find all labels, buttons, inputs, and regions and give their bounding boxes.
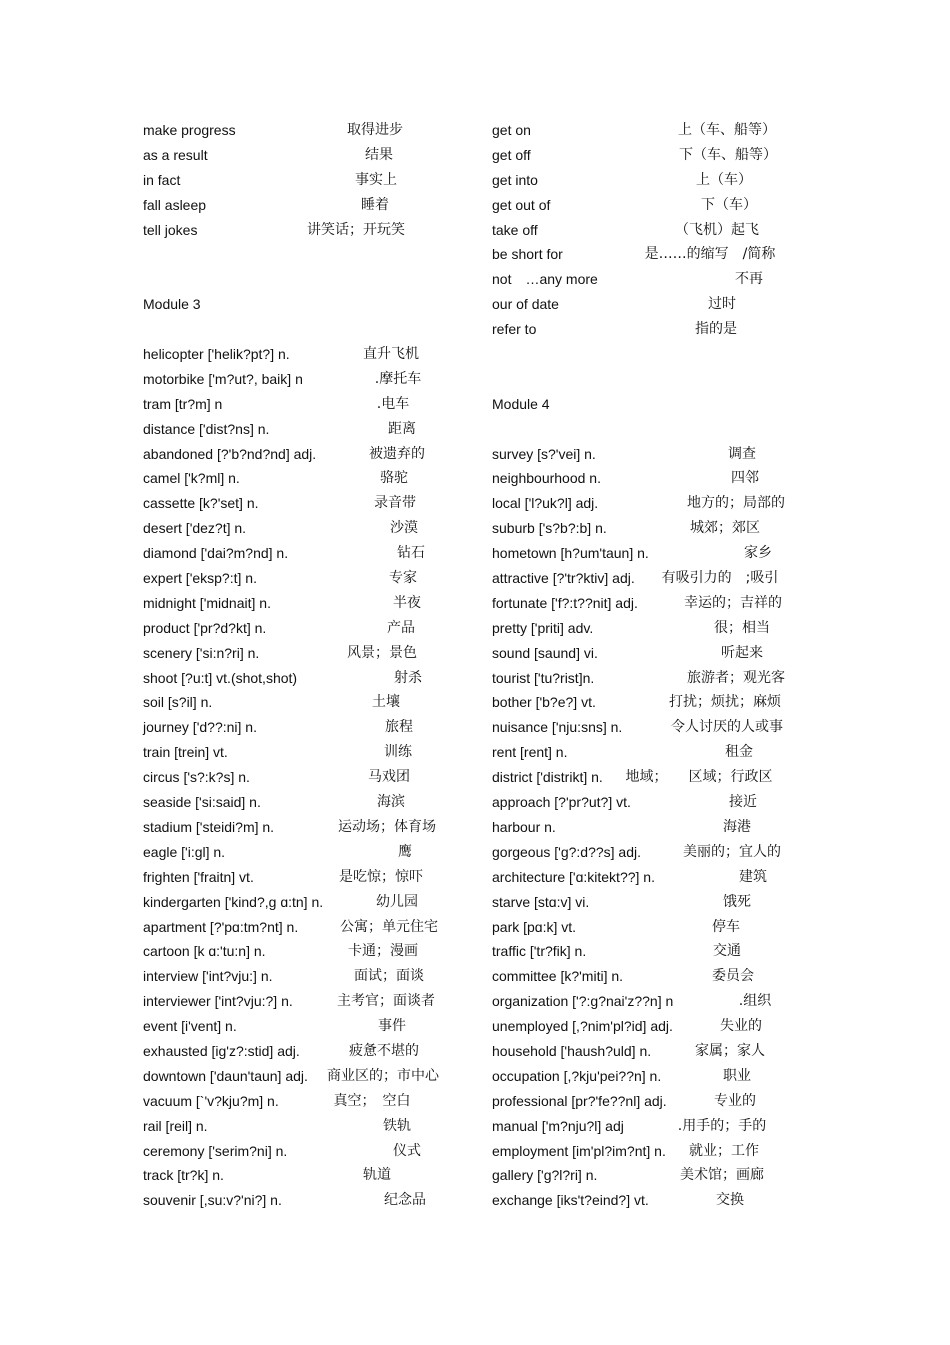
vocab-term: suburb ['s?b?:b] n. — [492, 520, 607, 537]
vocab-meaning: 事实上 — [355, 171, 397, 188]
vocab-meaning: 地方的；局部的 — [687, 495, 785, 512]
vocab-meaning: 幸运的；吉祥的 — [684, 594, 782, 611]
vocab-term: vacuum [`'v?kju?m] n. — [143, 1092, 279, 1109]
vocab-meaning: 家乡 — [744, 545, 772, 562]
vocab-term: employment [im'pl?im?nt] n. — [492, 1142, 666, 1159]
vocab-entry — [492, 840, 802, 865]
vocab-entry — [143, 815, 463, 840]
vocab-term: pretty ['priti] adv. — [492, 619, 594, 636]
module-heading: Module 3 — [143, 296, 201, 313]
blank-line — [492, 417, 802, 442]
vocab-entry — [143, 1139, 463, 1164]
vocab-meaning: 土壤 — [372, 694, 400, 711]
vocab-meaning: 租金 — [725, 744, 753, 761]
vocab-term: midnight ['midnait] n. — [143, 594, 271, 611]
vocab-entry — [143, 417, 463, 442]
vocab-term: rent [rent] n. — [492, 744, 568, 761]
vocab-entry — [143, 168, 463, 193]
vocab-meaning: 旅游者；观光客 — [687, 669, 785, 686]
vocab-term: souvenir [,su:v?'ni?] n. — [143, 1192, 282, 1209]
vocab-entry — [143, 392, 463, 417]
vocab-entry — [143, 740, 463, 765]
vocab-entry — [143, 1163, 463, 1188]
vocab-meaning: 睡着 — [361, 196, 389, 213]
vocab-term: circus ['s?:k?s] n. — [143, 769, 250, 786]
vocab-term: motorbike ['m?ut?, baik] n — [143, 370, 303, 387]
vocab-meaning: 就业；工作 — [689, 1142, 759, 1159]
vocab-term: stadium ['steidi?m] n. — [143, 818, 275, 835]
vocab-term: bother ['b?e?] vt. — [492, 694, 596, 711]
vocab-term: helicopter ['helik?pt?] n. — [143, 346, 290, 363]
vocab-term: take off — [492, 221, 538, 238]
vocab-entry — [143, 840, 463, 865]
vocab-meaning: 海滨 — [377, 794, 405, 811]
vocab-term: as a result — [143, 146, 208, 163]
vocab-meaning: 商业区的；市中心 — [327, 1067, 439, 1084]
vocab-term: tourist ['tu?rist]n. — [492, 669, 595, 686]
vocab-meaning: 饿死 — [723, 893, 751, 910]
vocab-entry — [143, 218, 463, 243]
vocab-term: kindergarten ['kind?,g ɑ:tn] n. — [143, 893, 324, 910]
vocab-meaning: 主考官；面谈者 — [337, 993, 435, 1010]
vocab-meaning: 下（车、船等） — [679, 146, 777, 163]
vocab-term: nuisance ['nju:sns] n. — [492, 719, 623, 736]
vocab-term: journey ['d??:ni] n. — [143, 719, 257, 736]
vocab-meaning: 是吃惊；惊吓 — [339, 868, 423, 885]
vocab-entry — [492, 666, 802, 691]
vocab-meaning: 被遗弃的 — [369, 445, 425, 462]
vocab-meaning: 美术馆；画廊 — [680, 1167, 764, 1184]
vocab-entry — [492, 317, 802, 342]
vocab-entry — [143, 1039, 463, 1064]
vocab-entry — [492, 566, 802, 591]
vocab-meaning: 专家 — [389, 570, 417, 587]
vocab-meaning: 轨道 — [363, 1167, 391, 1184]
vocab-meaning: 纪念品 — [384, 1192, 426, 1209]
vocab-entry — [143, 1064, 463, 1089]
vocab-entry — [492, 193, 802, 218]
vocab-entry — [143, 666, 463, 691]
vocab-meaning: 城郊；郊区 — [690, 520, 760, 537]
vocab-entry — [492, 442, 802, 467]
vocab-meaning: （飞机）起飞 — [675, 221, 759, 238]
vocab-entry — [143, 890, 463, 915]
vocab-term: harbour n. — [492, 818, 556, 835]
vocab-meaning: .电车 — [376, 395, 410, 412]
blank-line — [492, 367, 802, 392]
vocab-term: shoot [?u:t] vt.(shot,shot) — [143, 669, 298, 686]
vocab-term: tram [tr?m] n — [143, 395, 223, 412]
vocab-term: approach [?'pr?ut?] vt. — [492, 794, 631, 811]
vocab-meaning: 面试；面谈 — [354, 968, 424, 985]
vocab-meaning: 幼儿园 — [376, 893, 418, 910]
vocab-term: desert ['dez?t] n. — [143, 520, 247, 537]
vocab-term: get off — [492, 146, 531, 163]
vocab-term: soil [s?il] n. — [143, 694, 213, 711]
vocab-meaning: 上（车） — [696, 171, 752, 188]
vocab-term: local ['l?uk?l] adj. — [492, 495, 599, 512]
vocab-term: get out of — [492, 196, 551, 213]
vocab-meaning: 过时 — [708, 296, 736, 313]
vocab-entry — [143, 790, 463, 815]
vocab-entry — [143, 516, 463, 541]
vocab-meaning: 训练 — [384, 744, 412, 761]
vocab-entry — [492, 765, 802, 790]
vocab-entry — [492, 491, 802, 516]
vocab-meaning: 直升飞机 — [363, 346, 419, 363]
vocab-meaning: 下（车） — [701, 196, 757, 213]
vocab-entry — [143, 143, 463, 168]
vocab-term: architecture ['ɑ:kitekt??] n. — [492, 868, 655, 885]
vocab-entry — [492, 915, 802, 940]
vocab-meaning: 旅程 — [385, 719, 413, 736]
vocab-meaning: 失业的 — [720, 1018, 762, 1035]
vocab-entry — [492, 516, 802, 541]
vocab-meaning: 射杀 — [394, 669, 422, 686]
vocab-term: not …any more — [492, 271, 598, 288]
vocab-meaning: 调查 — [728, 445, 756, 462]
vocab-entry — [492, 964, 802, 989]
vocab-entry — [492, 1064, 802, 1089]
vocab-term: diamond ['dai?m?nd] n. — [143, 545, 289, 562]
vocab-term: starve [stɑ:v] vi. — [492, 893, 590, 910]
vocab-entry — [143, 989, 463, 1014]
vocab-meaning: 取得进步 — [347, 122, 403, 138]
vocab-term: neighbourhood n. — [492, 470, 601, 487]
blank-line — [143, 267, 463, 292]
vocab-entry — [492, 118, 802, 143]
vocab-entry — [143, 566, 463, 591]
vocab-entry — [492, 168, 802, 193]
vocab-entry — [492, 690, 802, 715]
vocab-term: household ['haush?uld] n. — [492, 1042, 652, 1059]
vocab-meaning: 仪式 — [393, 1142, 421, 1159]
vocab-entry — [143, 715, 463, 740]
vocab-entry — [143, 1089, 463, 1114]
vocab-term: manual ['m?nju?l] adj — [492, 1117, 624, 1134]
vocab-meaning: 职业 — [723, 1067, 751, 1084]
vocab-meaning: 产品 — [387, 619, 415, 636]
vocab-entry — [492, 591, 802, 616]
vocab-meaning: 不再 — [735, 271, 763, 288]
vocab-term: fortunate ['f?:t??nit] adj. — [492, 594, 638, 611]
vocab-entry — [143, 765, 463, 790]
vocab-entry — [143, 118, 463, 143]
vocab-meaning: 地域； 区域；行政区 — [625, 769, 773, 786]
right-column — [492, 118, 802, 1213]
vocab-term: gorgeous ['g?:d??s] adj. — [492, 843, 642, 860]
vocab-meaning: 铁轨 — [383, 1117, 411, 1134]
vocab-term: organization ['?:g?nai'z??n] n — [492, 993, 674, 1010]
vocab-meaning: 家属；家人 — [695, 1042, 765, 1059]
vocab-meaning: 四邻 — [731, 470, 759, 487]
vocab-entry — [492, 218, 802, 243]
vocab-term: committee [k?'miti] n. — [492, 968, 624, 985]
vocab-entry — [492, 541, 802, 566]
vocab-meaning: 指的是 — [695, 321, 737, 338]
vocab-meaning: 真空； 空白 — [333, 1092, 411, 1109]
vocab-entry — [143, 616, 463, 641]
vocab-meaning: 专业的 — [714, 1092, 756, 1109]
vocab-entry — [492, 641, 802, 666]
vocab-term: interview ['int?vju:] n. — [143, 968, 273, 985]
blank-line — [143, 317, 463, 342]
vocab-entry — [143, 1014, 463, 1039]
vocab-term: product ['pr?d?kt] n. — [143, 619, 267, 636]
vocab-entry — [143, 541, 463, 566]
vocab-term: sound [saund] vi. — [492, 644, 598, 661]
vocab-entry — [492, 466, 802, 491]
vocab-entry — [492, 865, 802, 890]
vocab-entry — [143, 591, 463, 616]
vocab-entry — [492, 1039, 802, 1064]
vocab-entry — [492, 1139, 802, 1164]
vocab-entry — [143, 690, 463, 715]
vocab-term: camel ['k?ml] n. — [143, 470, 240, 487]
vocab-entry — [492, 790, 802, 815]
vocab-entry — [143, 964, 463, 989]
vocab-meaning: 事件 — [378, 1018, 406, 1035]
vocab-entry — [492, 939, 802, 964]
vocab-meaning: 运动场；体育场 — [338, 818, 436, 835]
vocab-term: exhausted [ig'z?:stid] adj. — [143, 1042, 300, 1059]
vocab-meaning: 骆驼 — [380, 470, 408, 487]
vocab-term: traffic ['tr?fik] n. — [492, 943, 587, 960]
vocab-meaning: 鹰 — [398, 843, 412, 860]
left-column — [143, 118, 463, 1213]
vocab-entry — [492, 740, 802, 765]
vocab-term: abandoned [?'b?nd?nd] adj. — [143, 445, 317, 462]
vocab-entry — [143, 641, 463, 666]
vocab-entry — [143, 491, 463, 516]
vocab-term: hometown [h?um'taun] n. — [492, 545, 649, 562]
vocab-term: refer to — [492, 321, 537, 338]
vocab-entry — [143, 915, 463, 940]
vocab-term: expert ['eksp?:t] n. — [143, 570, 257, 587]
vocab-entry — [143, 1114, 463, 1139]
vocab-entry — [492, 1014, 802, 1039]
vocab-entry — [492, 1188, 802, 1213]
vocab-term: get on — [492, 122, 531, 138]
vocab-term: cartoon [k ɑ:'tu:n] n. — [143, 943, 266, 960]
vocab-term: professional [pr?'fe??nl] adj. — [492, 1092, 667, 1109]
vocab-term: district ['distrikt] n. — [492, 769, 603, 786]
vocab-term: cassette [k?'set] n. — [143, 495, 259, 512]
vocab-meaning: .用手的；手的 — [677, 1117, 767, 1134]
vocab-meaning: 沙漠 — [390, 520, 418, 537]
module-heading: Module 4 — [492, 395, 550, 412]
vocab-term: apartment [?'pɑ:tm?nt] n. — [143, 918, 299, 935]
vocab-entry — [143, 865, 463, 890]
vocab-entry — [492, 1089, 802, 1114]
vocab-meaning: 公寓；单元住宅 — [340, 918, 438, 935]
vocab-meaning: 停车 — [712, 918, 740, 935]
vocab-meaning: 距离 — [388, 420, 416, 437]
vocab-term: scenery ['si:n?ri] n. — [143, 644, 260, 661]
vocab-meaning: 听起来 — [721, 644, 763, 661]
vocab-term: rail [reil] n. — [143, 1117, 208, 1134]
vocab-term: event [i'vent] n. — [143, 1018, 237, 1035]
vocab-meaning: 很；相当 — [714, 619, 770, 636]
vocab-term: survey [s?'vei] n. — [492, 445, 596, 462]
blank-line — [143, 242, 463, 267]
vocab-meaning: 马戏团 — [368, 769, 410, 786]
vocab-entry — [492, 890, 802, 915]
vocab-meaning: 海港 — [723, 818, 751, 835]
vocab-term: unemployed [,?nim'pl?id] adj. — [492, 1018, 673, 1035]
vocab-term: occupation [,?kju'pei??n] n. — [492, 1067, 662, 1084]
vocab-entry — [492, 143, 802, 168]
vocab-entry — [492, 616, 802, 641]
vocab-term: fall asleep — [143, 196, 207, 213]
vocab-entry — [492, 1114, 802, 1139]
vocab-meaning: 卡通；漫画 — [348, 943, 418, 960]
vocab-meaning: 交换 — [716, 1192, 744, 1209]
vocab-meaning: 委员会 — [712, 968, 754, 985]
vocab-entry — [143, 1188, 463, 1213]
vocab-term: eagle ['i:gl] n. — [143, 843, 226, 860]
vocab-term: distance ['dist?ns] n. — [143, 420, 270, 437]
vocab-meaning: 结果 — [365, 146, 393, 163]
vocab-entry — [492, 989, 802, 1014]
vocab-term: tell jokes — [143, 221, 198, 238]
vocab-entry — [143, 193, 463, 218]
vocab-term: track [tr?k] n. — [143, 1167, 224, 1184]
vocab-term: in fact — [143, 171, 181, 188]
vocab-term: ceremony ['serim?ni] n. — [143, 1142, 288, 1159]
vocab-term: be short for — [492, 246, 563, 263]
vocab-meaning: 钻石 — [397, 545, 425, 562]
vocab-meaning: 建筑 — [739, 868, 767, 885]
vocab-term: gallery ['g?l?ri] n. — [492, 1167, 598, 1184]
vocab-meaning: .摩托车 — [374, 370, 422, 387]
vocab-term: our of date — [492, 296, 559, 313]
vocab-term: train [trein] vt. — [143, 744, 228, 761]
vocab-meaning: 有吸引力的 ;吸引 — [661, 570, 779, 587]
vocab-entry — [143, 442, 463, 467]
vocab-entry — [492, 242, 802, 267]
blank-line — [492, 342, 802, 367]
vocab-term: frighten ['fraitn] vt. — [143, 868, 254, 885]
vocab-entry — [492, 292, 802, 317]
vocab-term: park [pɑ:k] vt. — [492, 918, 577, 935]
vocab-meaning: 是……的缩写 /简称 — [644, 246, 776, 263]
vocab-term: get into — [492, 171, 538, 188]
vocab-meaning: 讲笑话；开玩笑 — [307, 221, 405, 238]
vocab-term: exchange [iks't?eind?] vt. — [492, 1192, 649, 1209]
vocab-entry — [143, 466, 463, 491]
vocab-meaning: 交通 — [713, 943, 741, 960]
vocab-entry — [492, 815, 802, 840]
vocab-meaning: 上（车、船等） — [678, 122, 776, 138]
vocab-meaning: 录音带 — [374, 495, 416, 512]
vocab-term: downtown ['daun'taun] adj. — [143, 1067, 308, 1084]
vocab-meaning: 打扰；烦扰；麻烦 — [669, 694, 781, 711]
vocab-term: attractive [?'tr?ktiv] adj. — [492, 570, 635, 587]
vocab-meaning: 接近 — [729, 794, 757, 811]
vocab-entry — [143, 342, 463, 367]
vocab-term: make progress — [143, 122, 236, 138]
vocab-meaning: 令人讨厌的人或事 — [671, 719, 783, 736]
vocab-meaning: 半夜 — [393, 594, 421, 611]
vocab-meaning: .组织 — [738, 993, 772, 1010]
vocab-meaning: 疲惫不堪的 — [349, 1042, 419, 1059]
vocab-entry — [492, 715, 802, 740]
vocab-entry — [143, 367, 463, 392]
vocab-meaning: 美丽的；宜人的 — [683, 843, 781, 860]
vocab-term: interviewer ['int?vju:?] n. — [143, 993, 293, 1010]
vocab-meaning: 风景；景色 — [347, 644, 417, 661]
vocab-entry — [143, 939, 463, 964]
vocab-entry — [492, 1163, 802, 1188]
vocab-term: seaside ['si:said] n. — [143, 794, 261, 811]
vocab-entry — [492, 267, 802, 292]
